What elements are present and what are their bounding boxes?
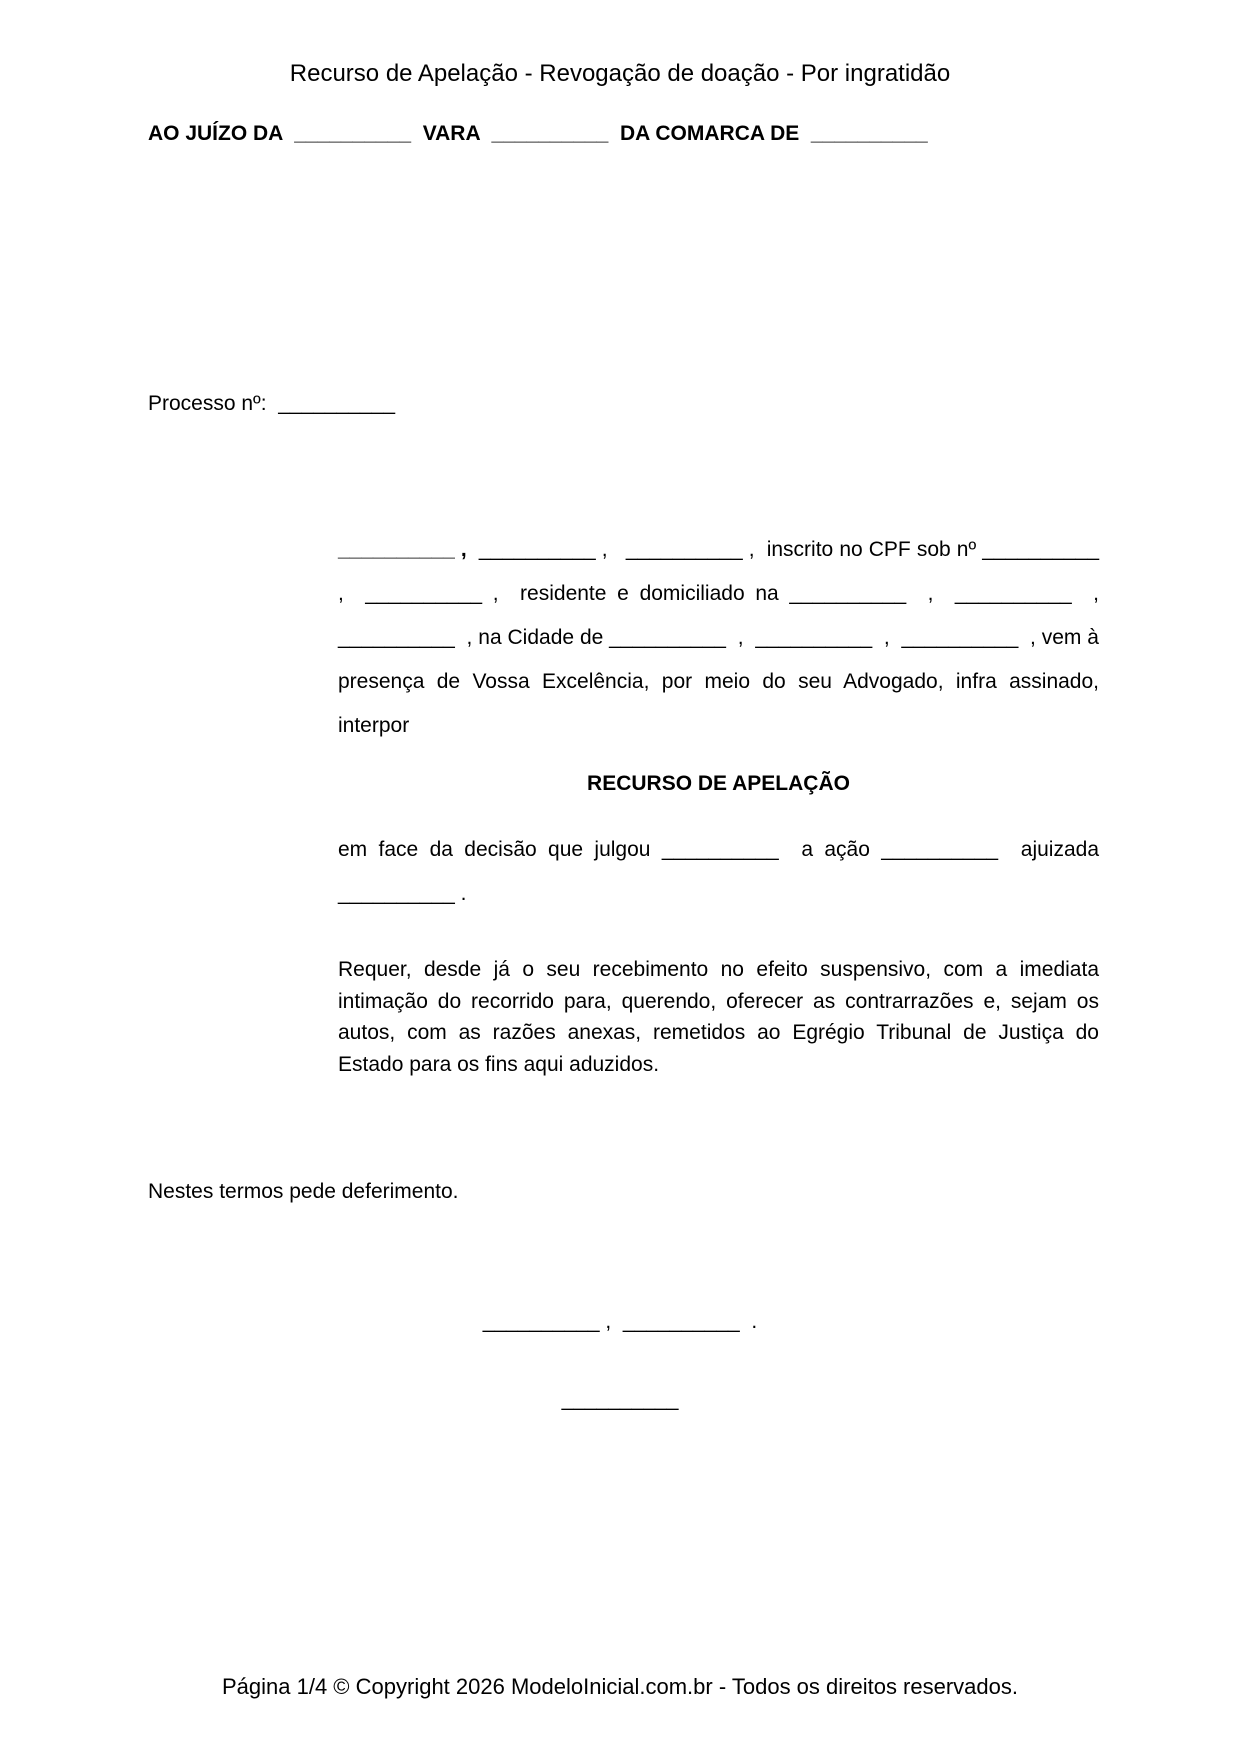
page-footer: Página 1/4 © Copyright 2026 ModeloInicial.com.br - Todos os direitos reservados. xyxy=(222,1674,1018,1699)
appeal-title: RECURSO DE APELAÇÃO xyxy=(587,772,850,795)
signature-line: __________ xyxy=(561,1388,679,1411)
party-name-blank: __________ , xyxy=(338,538,467,561)
decision-paragraph: em face da decisão que julgou __________ a ação __________ ajuizada __________ . xyxy=(338,838,1111,905)
party-qualification-paragraph xyxy=(338,528,1111,748)
process-number-line: Processo nº: __________ xyxy=(148,392,396,415)
document-header-title: Recurso de Apelação - Revogação de doação - Por ingratidão xyxy=(289,60,951,87)
closing-line: Nestes termos pede deferimento. xyxy=(148,1180,459,1203)
place-date-line: __________ , __________ . xyxy=(482,1310,758,1333)
addressee-line: AO JUÍZO DA __________ VARA __________ DA COMARCA DE __________ xyxy=(148,122,928,145)
request-paragraph: Requer, desde já o seu recebimento no efeito suspensivo, com a imediata intimação do recorrido para, querendo, oferecer as contrarrazões e, sejam os autos, com as razões anexas, remetidos ao Egrégio Tribunal de Justiça do Estado para os fins aqui aduzidos. xyxy=(338,958,1099,1076)
party-qualification-text: __________ , __________ , inscrito no CPF sob nº __________ , __________ , residente e domiciliado na __________ , __________ , __________ , na Cidade de __________ , __________ , __________ , vem à presença de Vossa Excelência, por meio do seu Advogado, infra assinado, interpor xyxy=(338,538,1111,737)
